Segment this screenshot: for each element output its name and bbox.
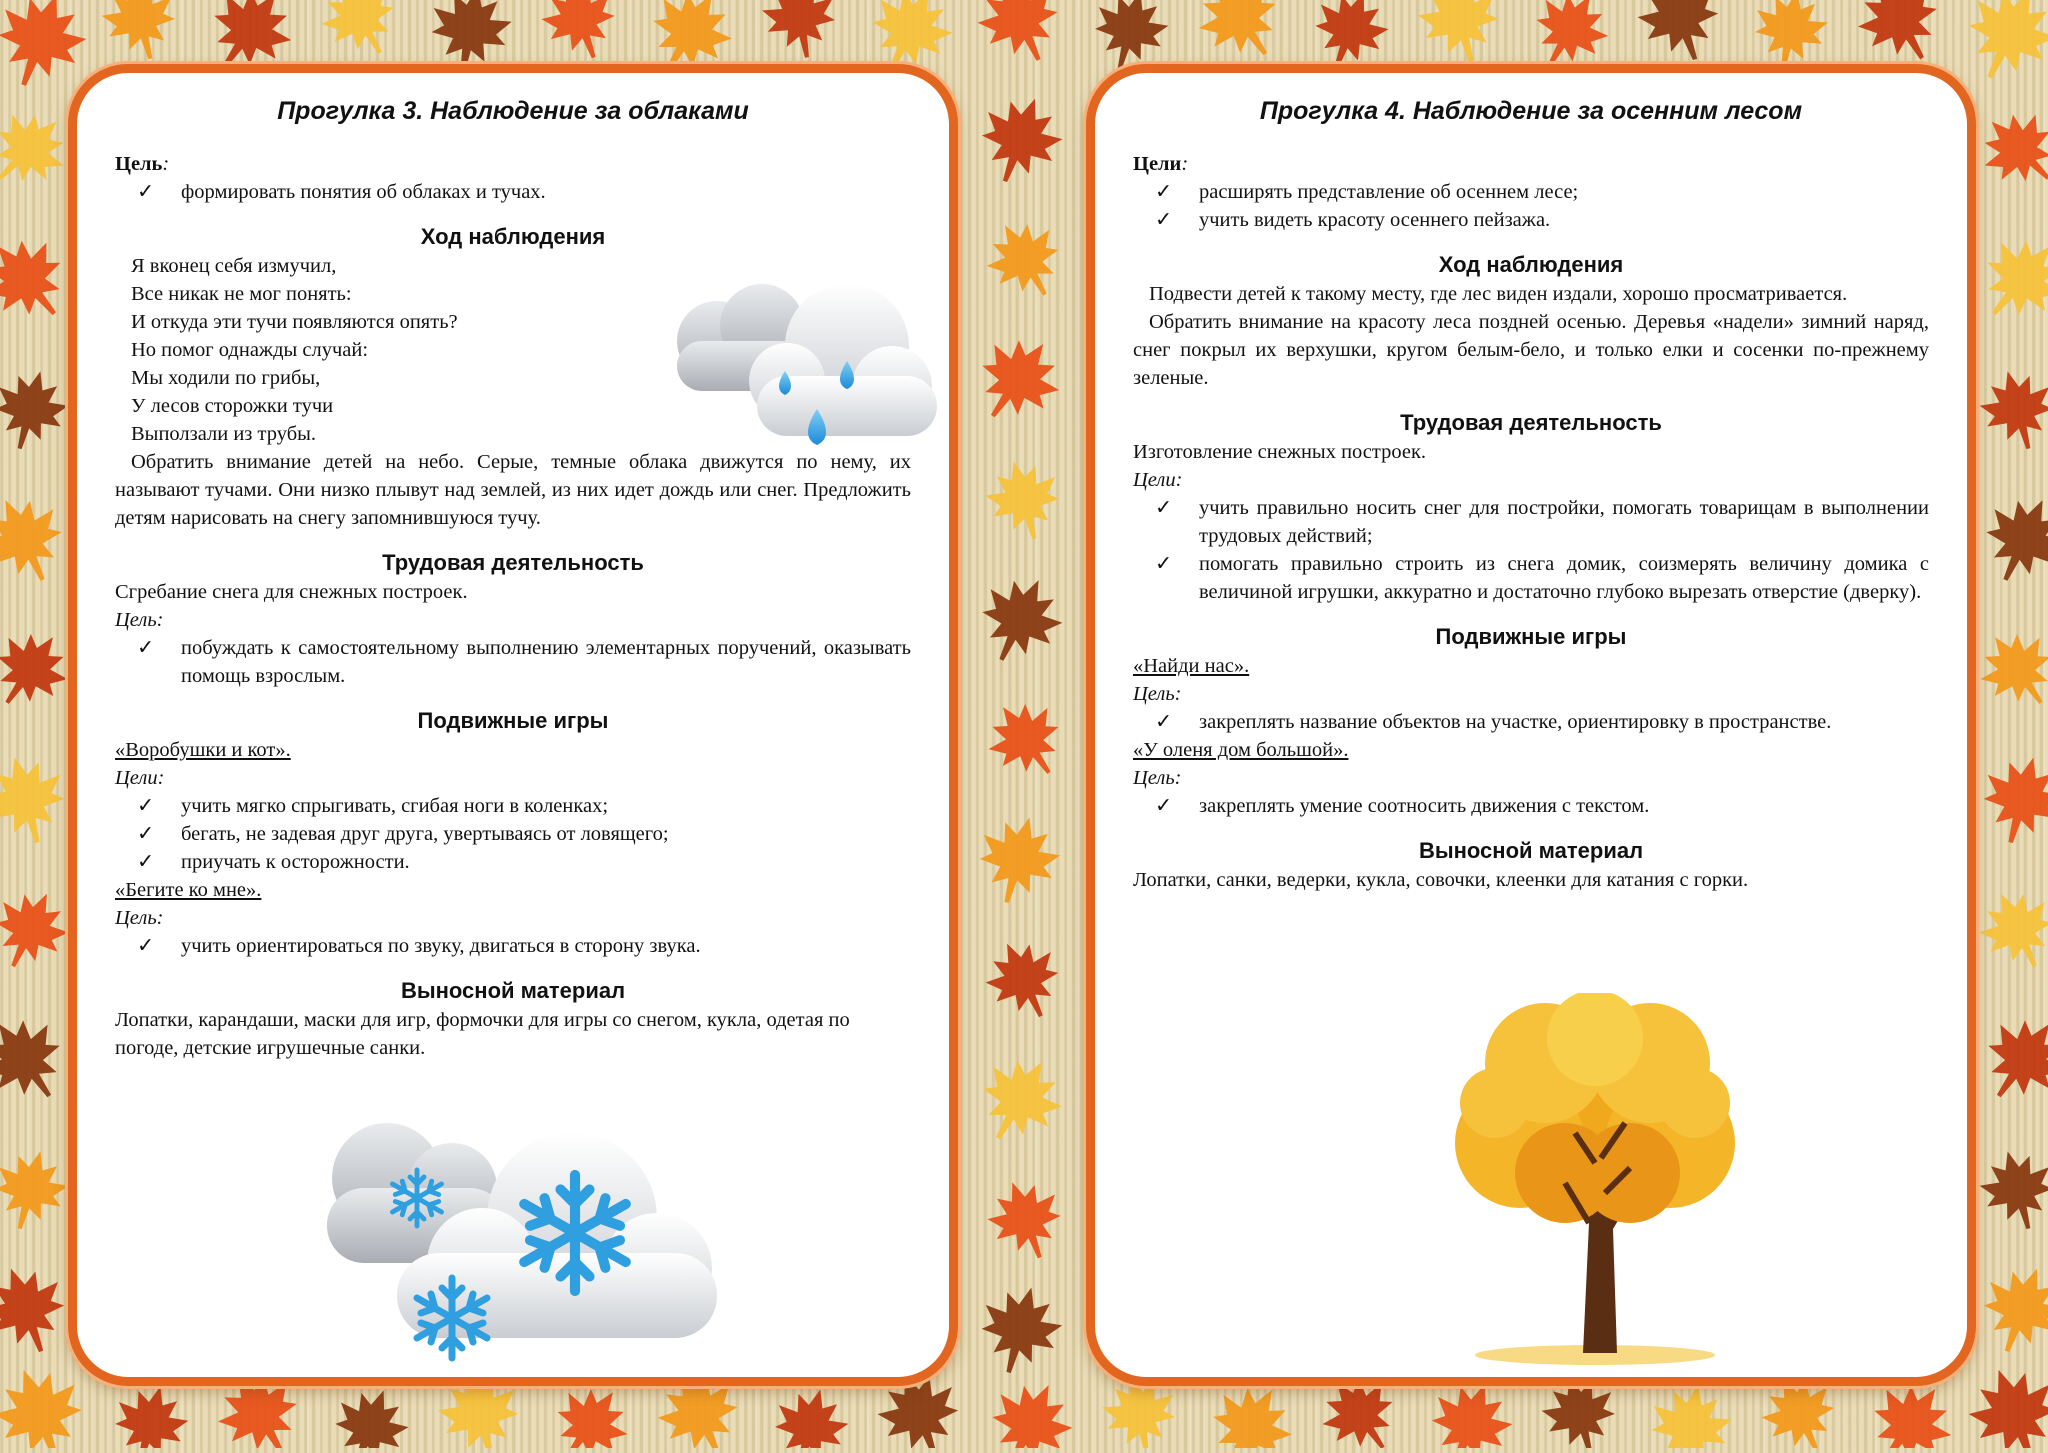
labor-goal-label: Цель: bbox=[115, 609, 164, 631]
labor-heading: Трудовая деятельность bbox=[382, 550, 644, 575]
check-icon: ✓ bbox=[1155, 553, 1173, 575]
games-heading: Подвижные игры bbox=[1435, 624, 1627, 649]
observation-paragraph: Обратить внимание на красоту леса поздней осенью. Деревья «надели» зимний наряд, снег покрыл их верхушки, кругом белым-бело, и только елки и сосенки по-прежнему зеленые. bbox=[1133, 311, 1929, 389]
poem-line: Все никак не мог понять: bbox=[131, 283, 352, 305]
games-heading: Подвижные игры bbox=[417, 708, 609, 733]
check-icon: ✓ bbox=[137, 851, 155, 873]
game-goal-label: Цель: bbox=[1133, 683, 1182, 705]
list-item: ✓ помогать правильно строить из снега домик, соизмерять величину домика с величиной игрушки, аккуратно и достаточно глубоко вырезать отверстие (дверку). bbox=[1133, 550, 1929, 606]
list-item: ✓ бегать, не задевая друг друга, увертываясь от ловящего; bbox=[115, 820, 911, 848]
goal-list bbox=[1133, 178, 1929, 234]
list-item: ✓ побуждать к самостоятельному выполнению элементарных поручений, оказывать помощь взрослым. bbox=[115, 634, 911, 690]
poem-line: У лесов сторожки тучи bbox=[131, 395, 334, 417]
game-goal-list bbox=[115, 932, 911, 960]
observation-heading: Ход наблюдения bbox=[1438, 252, 1624, 277]
game-name: «Найди нас». bbox=[1133, 655, 1250, 677]
check-icon: ✓ bbox=[1155, 181, 1173, 203]
labor-goal-label: Цели: bbox=[1133, 469, 1183, 491]
game-goal-label: Цели: bbox=[115, 767, 165, 789]
observation-heading: Ход наблюдения bbox=[420, 224, 606, 249]
game-name: «Воробушки и кот». bbox=[115, 739, 291, 761]
game-name: «Бегите ко мне». bbox=[115, 879, 262, 901]
poem-line: Я вконец себя измучил, bbox=[131, 255, 337, 277]
list-item: ✓ учить ориентироваться по звуку, двигаться в сторону звука. bbox=[115, 932, 911, 960]
game-goal-list bbox=[1133, 792, 1929, 820]
goal-list bbox=[115, 178, 911, 206]
material-text: Лопатки, санки, ведерки, кукла, совочки, клеенки для катания с горки. bbox=[1133, 869, 1749, 891]
poem-line: Но помог однажды случай: bbox=[131, 339, 369, 361]
labor-text: Сгребание снега для снежных построек. bbox=[115, 581, 468, 603]
check-icon: ✓ bbox=[137, 637, 155, 659]
observation-text: Обратить внимание детей на небо. Серые, темные облака движутся по нему, их называют тучами. Они низко плывут над землей, из них идет дождь или снег. Предложить детям нарисовать на снегу запомнившуюся тучу. bbox=[115, 451, 911, 529]
goal-label: Цель: bbox=[115, 153, 170, 175]
check-icon: ✓ bbox=[1155, 209, 1173, 231]
list-item: ✓ закреплять умение соотносить движения с текстом. bbox=[1133, 792, 1929, 820]
poem-line: Выползали из трубы. bbox=[131, 423, 317, 445]
list-item: ✓ закреплять название объектов на участке, ориентировку в пространстве. bbox=[1133, 708, 1929, 736]
material-text: Лопатки, карандаши, маски для игр, формочки для игры со снегом, кукла, одетая по погоде, детские игрушечные санки. bbox=[115, 1009, 850, 1059]
rain-cloud-icon bbox=[657, 271, 947, 491]
check-icon: ✓ bbox=[137, 795, 155, 817]
labor-text: Изготовление снежных построек. bbox=[1133, 441, 1427, 463]
labor-goal-list bbox=[1133, 494, 1929, 606]
material-heading: Выносной материал bbox=[1418, 838, 1644, 863]
snow-cloud-icon bbox=[307, 1103, 727, 1363]
list-item: ✓ приучать к осторожности. bbox=[115, 848, 911, 876]
list-item: ✓ учить правильно носить снег для постройки, помогать товарищам в выполнении трудовых действий; bbox=[1133, 494, 1929, 550]
poem-line: И откуда эти тучи появляются опять? bbox=[131, 311, 458, 333]
game-goal-label: Цель: bbox=[1133, 767, 1182, 789]
autumn-tree-icon bbox=[1425, 993, 1765, 1373]
check-icon: ✓ bbox=[137, 935, 155, 957]
goal-label: Цели: bbox=[1133, 153, 1189, 175]
list-item: ✓ учить видеть красоту осеннего пейзажа. bbox=[1133, 206, 1929, 234]
walk-4-card bbox=[1086, 64, 1976, 1386]
list-item: ✓ формировать понятия об облаках и тучах. bbox=[115, 178, 911, 206]
game-goal-list bbox=[115, 792, 911, 876]
game-name: «У оленя дом большой». bbox=[1133, 739, 1349, 761]
observation-paragraph: Подвести детей к такому месту, где лес виден издали, хорошо просматривается. bbox=[1149, 283, 1848, 305]
check-icon: ✓ bbox=[1155, 711, 1173, 733]
check-icon: ✓ bbox=[1155, 795, 1173, 817]
list-item: ✓ расширять представление об осеннем лесе; bbox=[1133, 178, 1929, 206]
check-icon: ✓ bbox=[137, 823, 155, 845]
labor-heading: Трудовая деятельность bbox=[1400, 410, 1662, 435]
walk-3-card bbox=[68, 64, 958, 1386]
poem-line: Мы ходили по грибы, bbox=[131, 367, 321, 389]
walk-3-title: Прогулка 3. Наблюдение за облаками bbox=[277, 97, 749, 125]
game-goal-list bbox=[1133, 708, 1929, 736]
check-icon: ✓ bbox=[1155, 497, 1173, 519]
material-heading: Выносной материал bbox=[400, 978, 626, 1003]
labor-goal-list bbox=[115, 634, 911, 690]
game-goal-label: Цель: bbox=[115, 907, 164, 929]
list-item: ✓ учить мягко спрыгивать, сгибая ноги в коленках; bbox=[115, 792, 911, 820]
check-icon: ✓ bbox=[137, 181, 155, 203]
walk-4-title: Прогулка 4. Наблюдение за осенним лесом bbox=[1259, 97, 1803, 125]
